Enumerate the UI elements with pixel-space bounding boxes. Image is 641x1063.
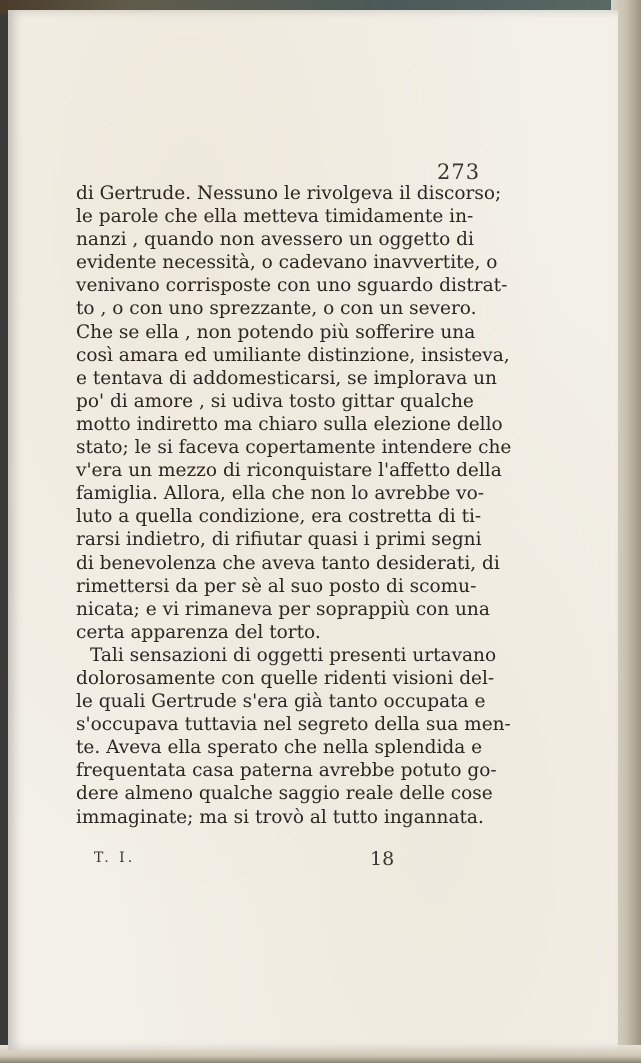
text-line: nicata; e vi rimaneva per soprappiù con una [76,598,490,620]
text-line: rimettersi da per sè al suo posto di scomu- [76,575,477,597]
text-line: te. Aveva ella sperato che nella splendida e [76,737,483,759]
text-line: dere almeno qualche saggio reale delle cose [76,783,493,805]
text-line: evidente necessità, o cadevano inavvertite, o [76,252,498,274]
body-text [76,182,512,829]
text-line: luto a quella condizione, era costretta di ti- [76,506,482,528]
text-line: certa apparenza del torto. [76,621,321,643]
signature-mark: T. I. [94,850,136,866]
text-line: e tentava di addomesticarsi, se implorava un [76,367,497,389]
text-line: s'occupava tuttavia nel segreto della sua men- [76,714,511,736]
text-line: famiglia. Allora, ella che non lo avrebbe vo- [76,483,484,505]
text-line: motto indiretto ma chiaro sulla elezione dello [76,413,503,435]
text-line: rarsi indietro, di rifiutar quasi i primi segni [76,529,482,551]
text-line: le parole che ella metteva timidamente in- [76,206,474,228]
text-line: Che se ella , non potendo più sofferire una [76,321,476,343]
text-line: po' di amore , si udiva tosto gittar qualche [76,390,474,412]
text-line: nanzi , quando non avessero un oggetto di [76,229,474,251]
text-line: v'era un mezzo di riconquistare l'affetto della [76,460,502,482]
text-line: stato; le si faceva copertamente intendere che [76,437,512,459]
text-line: Tali sensazioni di oggetti presenti urtavano [90,644,497,666]
text-line: le quali Gertrude s'era già tanto occupata e [76,691,486,713]
page-number: 273 [437,160,481,184]
text-line: dolorosamente con quelle ridenti visioni del- [76,667,495,689]
text-line: venivano corrisposte con uno sguardo distrat- [76,275,508,297]
text-line: immaginate; ma si trovò al tutto ingannata. [76,806,484,828]
text-line: frequentata casa paterna avrebbe potuto go- [76,760,497,782]
text-line: di benevolenza che aveva tanto desiderati, di [76,552,500,574]
text-line: to , o con uno sprezzante, o con un severo. [76,298,477,320]
text-line: così amara ed umiliante distinzione, insisteva, [76,344,510,366]
text-line: di Gertrude. Nessuno le rivolgeva il discorso; [76,183,502,204]
signature-number: 18 [370,848,395,870]
